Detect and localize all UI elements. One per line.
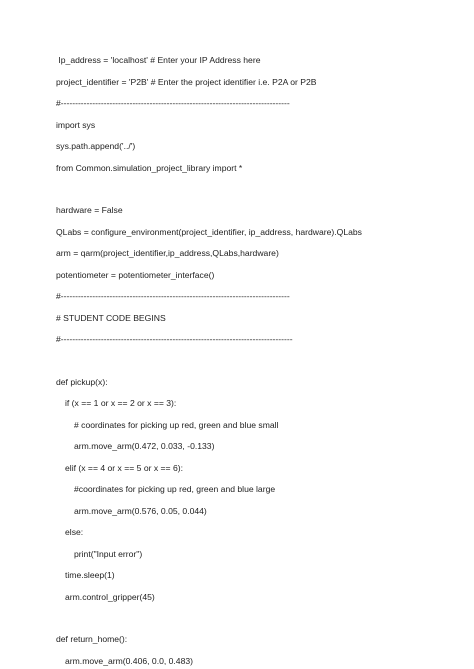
code-line-12: #-------------------------------------------------------------------------------- <box>56 291 290 301</box>
code-line-28: def return_home(): <box>56 634 128 644</box>
code-line-5: sys.path.append('../') <box>56 141 136 151</box>
code-line-2: project_identifier = 'P2B' # Enter the project identifier i.e. P2A or P2B <box>56 77 317 87</box>
code-line-17: if (x == 1 or x == 2 or x == 3): <box>65 398 177 408</box>
code-line-24: print("Input error") <box>74 549 143 559</box>
code-line-20: elif (x == 4 or x == 5 or x == 6): <box>65 463 183 473</box>
code-line-10: arm = qarm(project_identifier,ip_address,QLabs,hardware) <box>56 248 279 258</box>
code-line-29: arm.move_arm(0.406, 0.0, 0.483) <box>65 656 194 666</box>
code-line-13: # STUDENT CODE BEGINS <box>56 313 166 323</box>
code-line-14: #--------------------------------------------------------------------------------- <box>56 334 293 344</box>
code-line-18: # coordinates for picking up red, green and blue small <box>74 420 279 430</box>
code-line-4: import sys <box>56 120 96 130</box>
code-line-3: #-------------------------------------------------------------------------------- <box>56 98 290 108</box>
code-line-22: arm.move_arm(0.576, 0.05, 0.044) <box>74 506 207 516</box>
code-line-25: time.sleep(1) <box>65 570 115 580</box>
code-line-19: arm.move_arm(0.472, 0.033, -0.133) <box>74 441 215 451</box>
code-line-16: def pickup(x): <box>56 377 108 387</box>
code-line-21: #coordinates for picking up red, green and blue large <box>74 484 276 494</box>
code-line-11: potentiometer = potentiometer_interface() <box>56 270 215 280</box>
code-line-26: arm.control_gripper(45) <box>65 592 155 602</box>
code-line-1: Ip_address = 'localhost' # Enter your IP Address here <box>56 55 261 65</box>
code-line-9: QLabs = configure_environment(project_identifier, ip_address, hardware).QLabs <box>56 227 362 237</box>
code-line-6: from Common.simulation_project_library import * <box>56 163 243 173</box>
code-line-8: hardware = False <box>56 205 123 215</box>
code-line-23: else: <box>65 527 84 537</box>
